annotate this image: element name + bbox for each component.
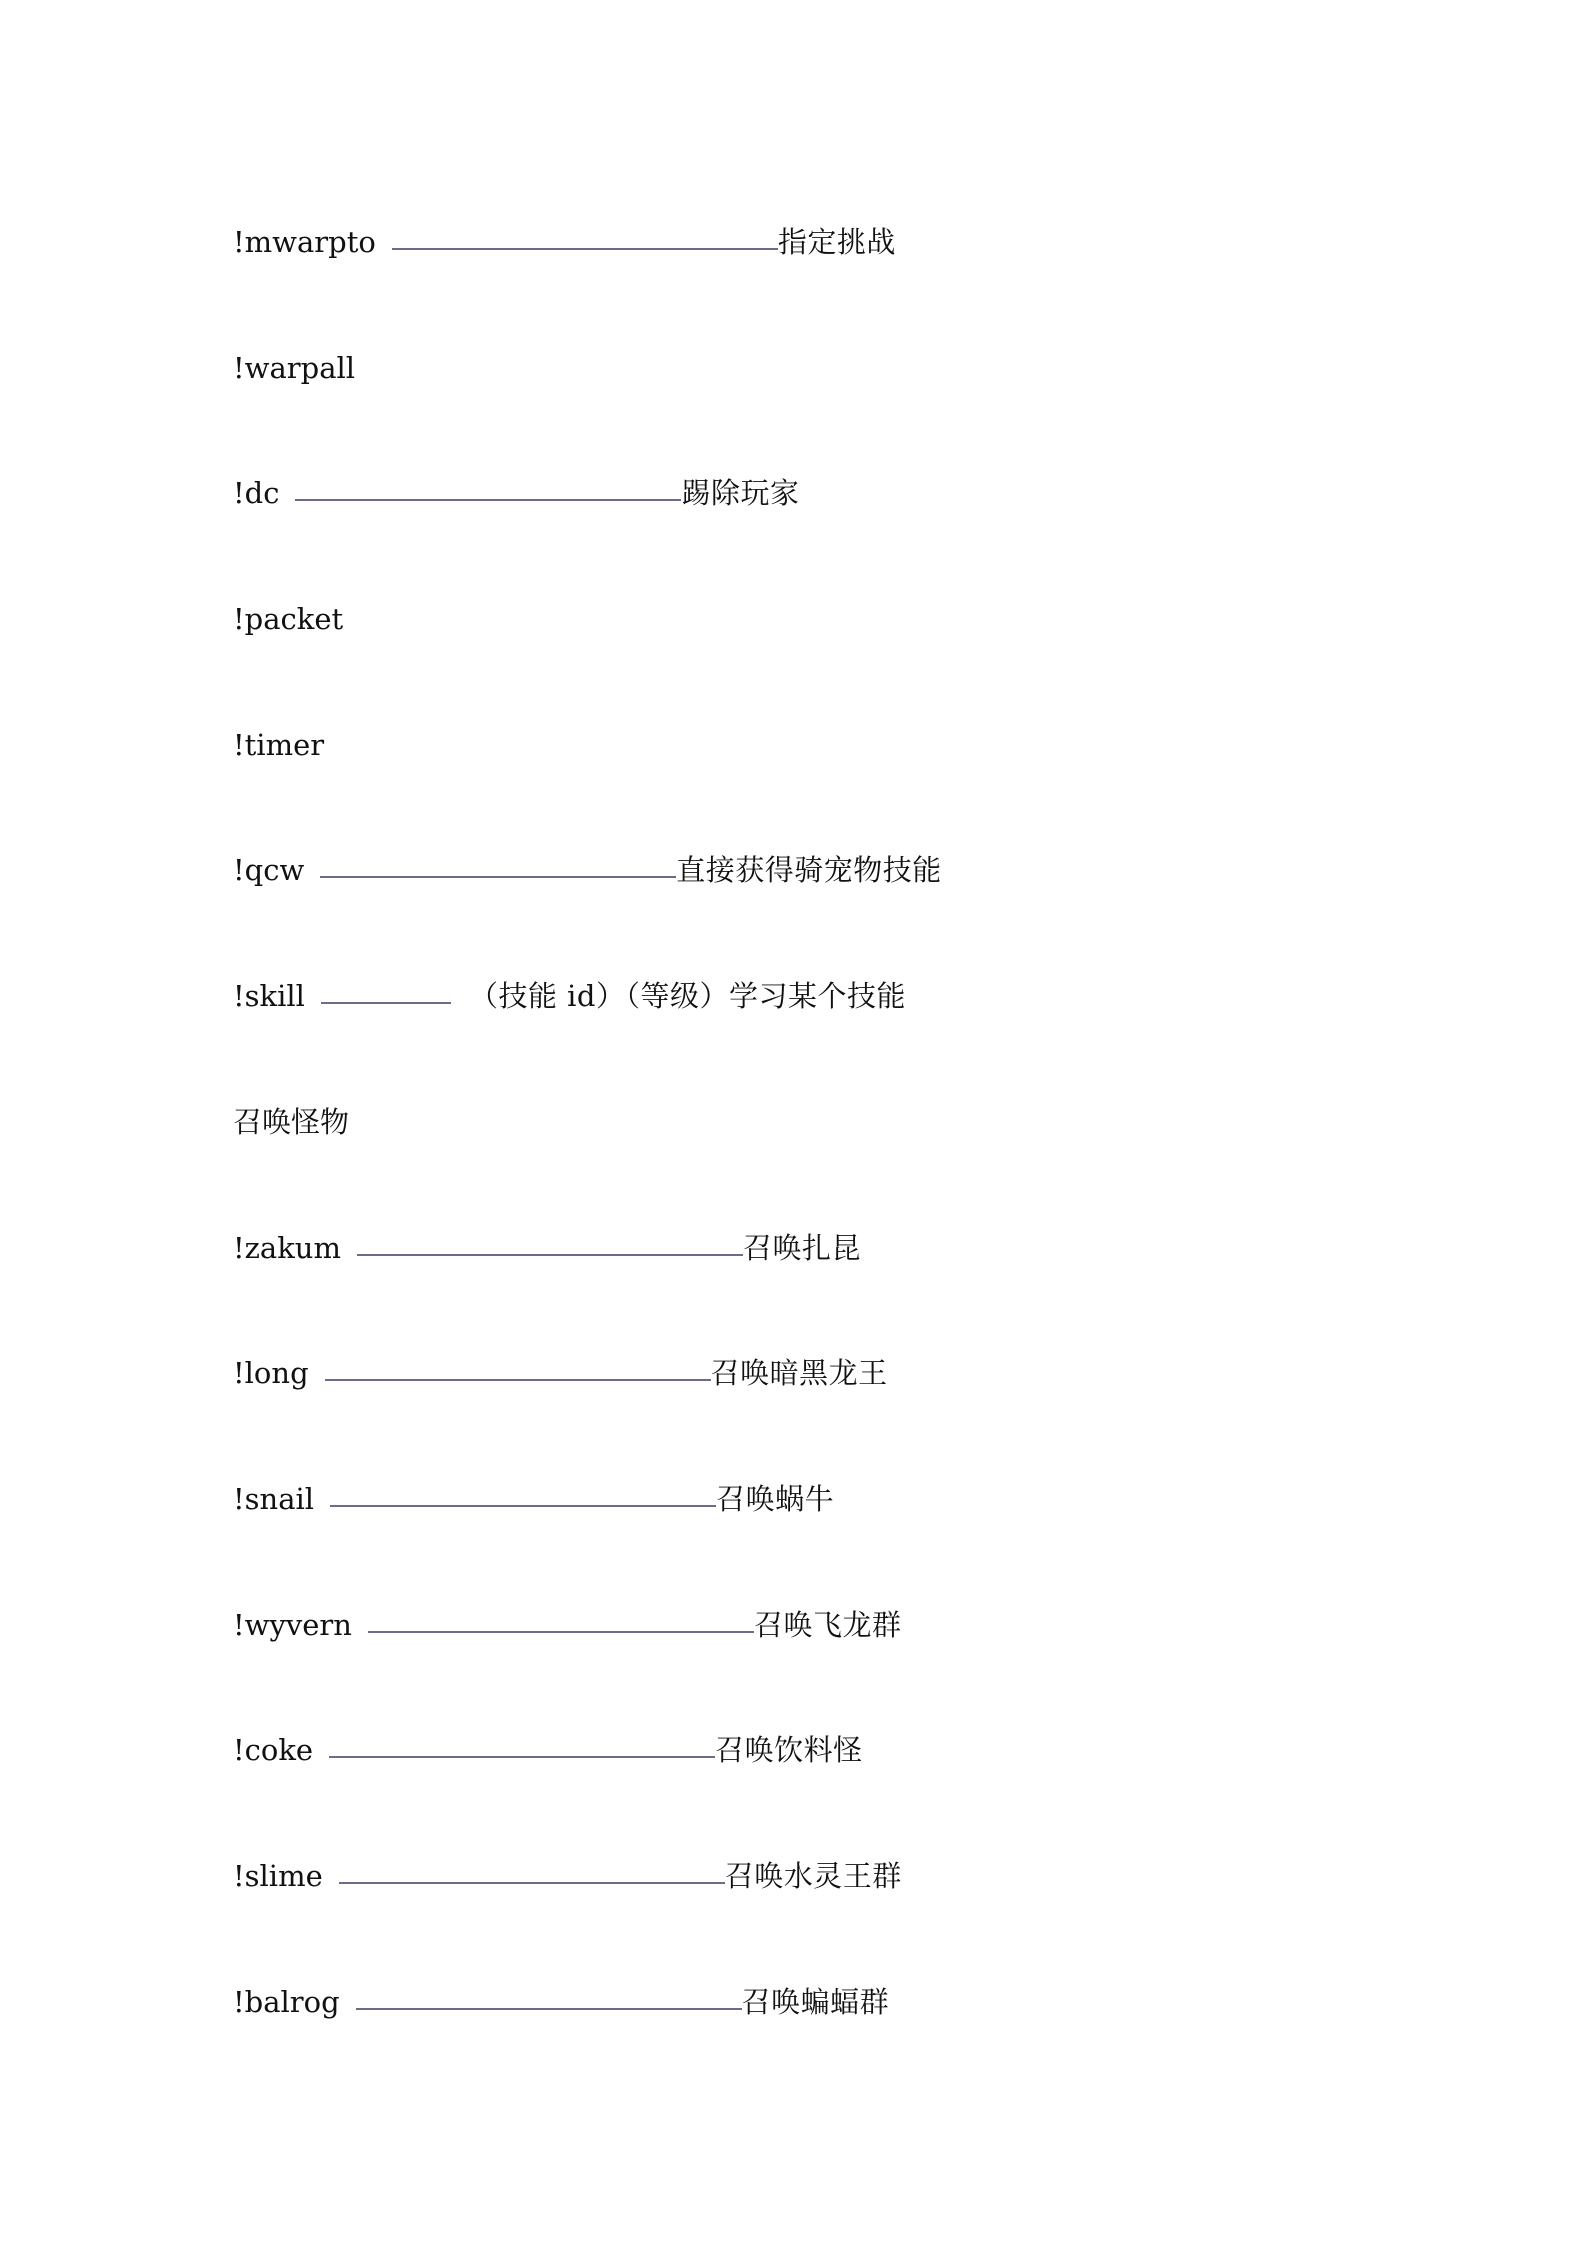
command-text: !qcw <box>233 853 305 888</box>
dash-separator <box>295 499 681 501</box>
command-text: !mwarpto <box>233 225 376 259</box>
dash-separator <box>320 876 676 878</box>
command-text: !balrog <box>233 1984 340 2019</box>
dash-separator <box>357 1254 743 1256</box>
command-line-coke <box>233 1726 942 1852</box>
dash-separator <box>329 1756 715 1758</box>
dash-separator <box>330 1505 716 1507</box>
command-line-wyvern <box>233 1601 942 1727</box>
command-description: 召唤蜗牛 <box>716 1481 835 1516</box>
command-line-zakum <box>233 1224 942 1350</box>
command-text: !zakum <box>233 1230 341 1265</box>
command-text: !timer <box>233 727 325 762</box>
dash-separator <box>392 248 778 250</box>
command-description: 踢除玩家 <box>681 476 800 511</box>
command-description: 召唤暗黑龙王 <box>710 1356 888 1391</box>
command-description: （技能 id）（等级）学习某个技能 <box>468 979 906 1014</box>
command-text: !skill <box>233 979 305 1014</box>
command-line-slime <box>233 1852 942 1978</box>
command-line-skill <box>233 972 942 1098</box>
command-description: 召唤飞龙群 <box>753 1607 902 1642</box>
command-description: 直接获得骑宠物技能 <box>676 853 942 888</box>
command-line-dc <box>233 469 942 595</box>
command-list <box>233 218 942 2103</box>
dash-separator <box>368 1631 754 1633</box>
dash-separator <box>339 1882 725 1884</box>
section-heading-text: 召唤怪物 <box>233 1104 350 1139</box>
dash-separator <box>321 1002 451 1004</box>
command-text: !warpall <box>233 350 356 385</box>
command-description: 召唤水灵王群 <box>724 1858 902 1893</box>
dash-separator <box>356 2008 742 2010</box>
command-text: !snail <box>233 1481 315 1516</box>
command-line-mwarpto <box>233 218 942 344</box>
command-text: !slime <box>233 1858 323 1893</box>
command-text: !coke <box>233 1733 314 1768</box>
command-text: !long <box>233 1356 309 1391</box>
command-text: !dc <box>233 476 280 511</box>
command-description: 召唤扎昆 <box>742 1230 861 1265</box>
command-line-long <box>233 1349 942 1475</box>
command-line-balrog <box>233 1978 942 2104</box>
command-line-warpall <box>233 344 942 470</box>
command-description: 指定挑战 <box>777 225 896 259</box>
command-line-qcw <box>233 846 942 972</box>
command-line-packet <box>233 595 942 721</box>
command-text: !wyvern <box>233 1607 352 1642</box>
command-text: !packet <box>233 602 344 637</box>
command-description: 召唤蝙蝠群 <box>741 1984 890 2019</box>
dash-separator <box>325 1379 711 1381</box>
command-line-snail <box>233 1475 942 1601</box>
command-line-timer <box>233 721 942 847</box>
command-description: 召唤饮料怪 <box>715 1733 863 1768</box>
section-heading-summon-monsters <box>233 1098 942 1224</box>
